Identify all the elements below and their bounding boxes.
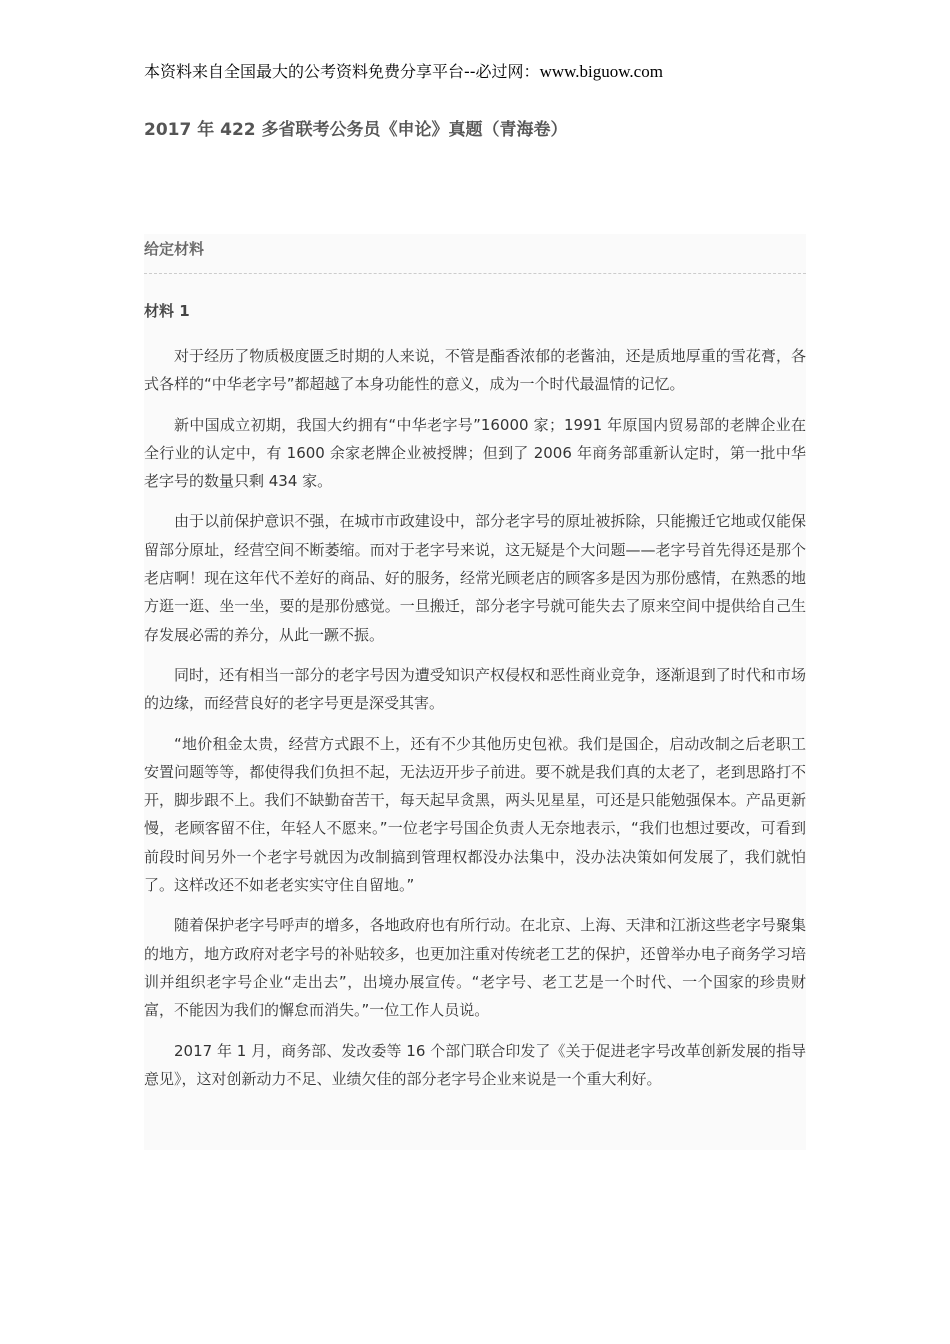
source-banner bbox=[144, 60, 824, 84]
paragraph-4: 同时，还有相当一部分的老字号因为遭受知识产权侵权和恶性商业竞争，逐渐退到了时代和市场的边缘，而经营良好的老字号更是深受其害。 bbox=[144, 665, 806, 713]
materials-panel bbox=[144, 234, 806, 1150]
paragraph-7: 2017 年 1 月，商务部、发改委等 16 个部门联合印发了《关于促进老字号改革创新发展的指导意见》，这对创新动力不足、业绩欠佳的部分老字号企业来说是一个重大利好。 bbox=[144, 1041, 806, 1088]
source-prefix: 本资料来自全国最大的公考资料免费分享平台--必过网： bbox=[144, 62, 540, 81]
paragraph-1: 对于经历了物质极度匮乏时期的人来说，不管是酯香浓郁的老酱油，还是质地厚重的雪花膏，各式各样的“中华老字号”都超越了本身功能性的意义，成为一个时代最温情的记忆。 bbox=[144, 347, 806, 394]
section-heading: 给定材料 bbox=[144, 240, 205, 258]
paragraph-3: 由于以前保护意识不强，在城市市政建设中，部分老字号的原址被拆除，只能搬迁它地或仅能保留部分原址，经营空间不断萎缩。而对于老字号来说，这无疑是个大问题——老字号首先得还是那个老店啊！现在这年代不差好的商品、好的服务，经常光顾老店的顾客多是因为那份感情，在熟悉的地方逛一逛、坐一坐，要的是那份感觉。一旦搬迁，部分老字号就可能失去了原来空间中提供给自己生存发展必需的养分，从此一蹶不振。 bbox=[144, 512, 806, 644]
paragraph-5: “地价租金太贵，经营方式跟不上，还有不少其他历史包袱。我们是国企，启动改制之后老职工安置问题等等，都使得我们负担不起，无法迈开步子前进。要不就是我们真的太老了，老到思路打不开，脚步跟不上。我们不缺勤奋苦干，每天起早贪黑，两头见星星，可还是只能勉强保本。产品更新慢，老顾客留不住，年轻人不愿来。”一位老字号国企负责人无奈地表示，“我们也想过要改，可看到前段时间另外一个老字号就因为改制搞到管理权都没办法集中，没办法决策如何发展了，我们就怕了。这样改还不如老老实实守住自留地。” bbox=[144, 734, 806, 895]
paragraph-2: 新中国成立初期，我国大约拥有“中华老字号”16000 家；1991 年原国内贸易部的老牌企业在全行业的认定中，有 1600 余家老牌企业被授牌；但到了 2006 年商务部重新认定时，第一批中华老字号的数量只剩 434 家。 bbox=[144, 415, 806, 491]
paragraph-6: 随着保护老字号呼声的增多，各地政府也有所行动。在北京、上海、天津和江浙这些老字号聚集的地方，地方政府对老字号的补贴较多，也更加注重对传统老工艺的保护，还曾举办电子商务学习培训并组织老字号企业“走出去”，出境办展宣传。“老字号、老工艺是一个时代、一个国家的珍贵财富，不能因为我们的懈怠而消失。”一位工作人员说。 bbox=[144, 916, 806, 1020]
dashed-divider bbox=[144, 273, 806, 274]
material-1-body bbox=[144, 342, 806, 1105]
document-title: 2017 年 422 多省联考公务员《申论》真题（青海卷） bbox=[144, 120, 568, 140]
material-1-label: 材料 1 bbox=[144, 302, 190, 320]
source-url: www.biguow.com bbox=[539, 62, 663, 81]
